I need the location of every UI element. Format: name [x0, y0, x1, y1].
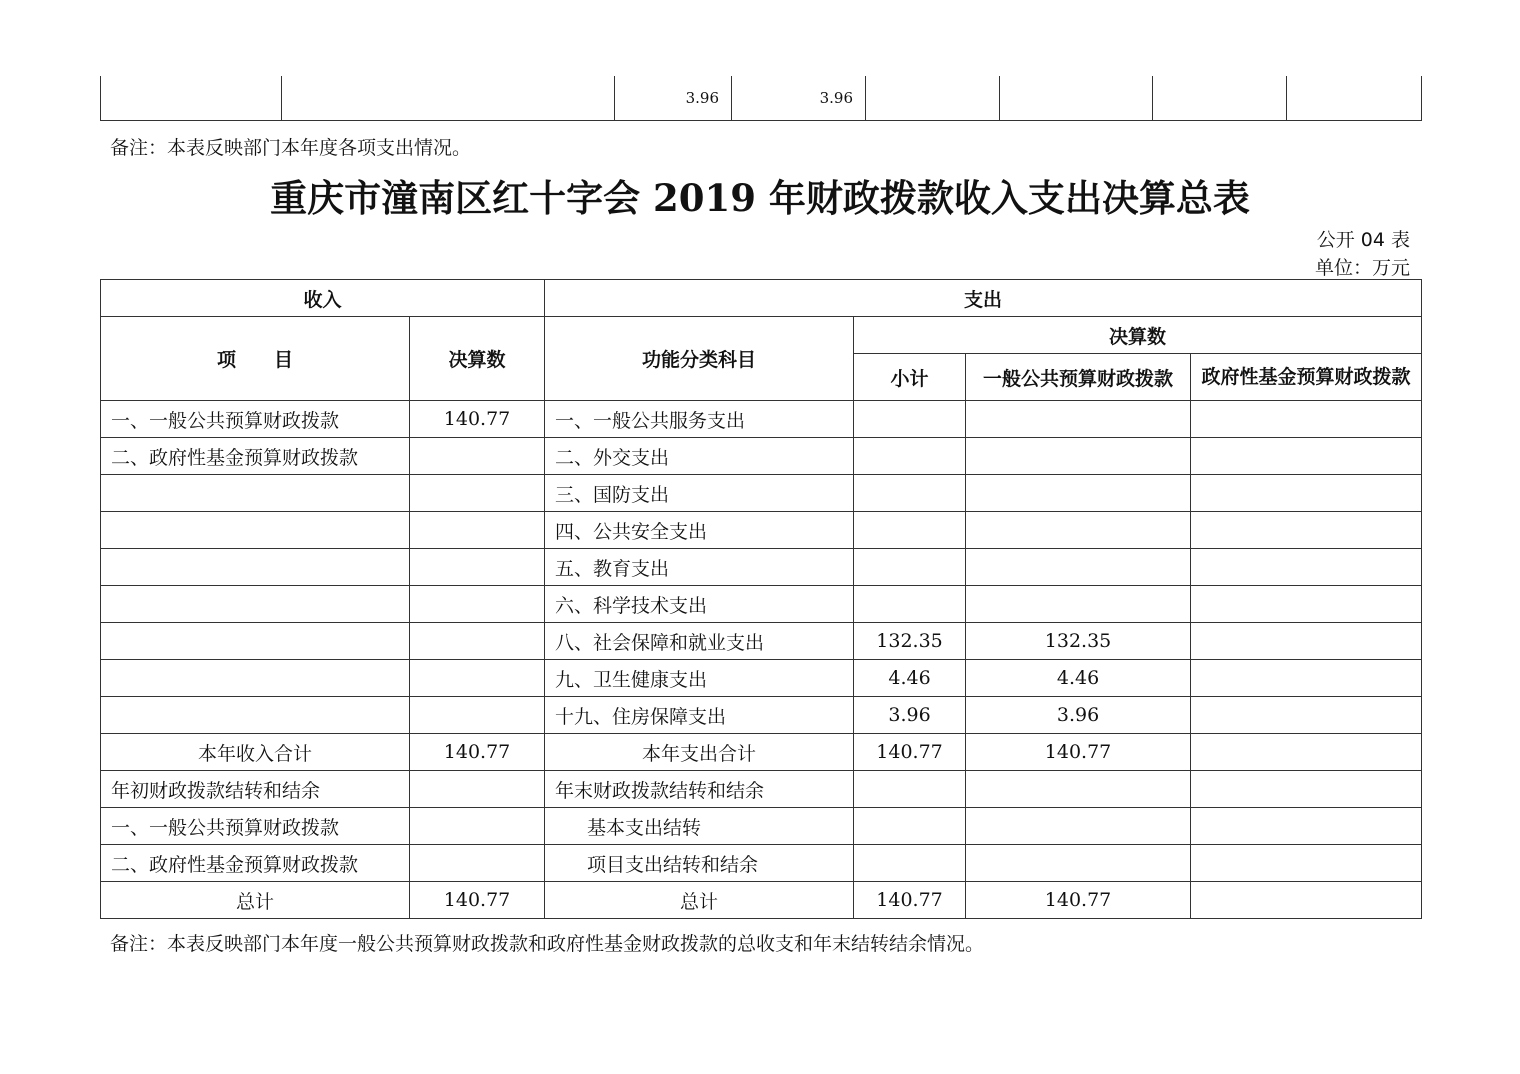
table-cell [1191, 549, 1422, 586]
header-row [101, 317, 1422, 354]
table-cell: 总计 [101, 882, 410, 919]
function-category-header: 功能分类科目 [545, 317, 854, 401]
table-cell: 一、一般公共服务支出 [545, 401, 854, 438]
expense-header: 支出 [545, 280, 1422, 317]
previous-table-note: 备注：本表反映部门本年度各项支出情况。 [110, 137, 472, 159]
table-cell [101, 586, 410, 623]
table-cell [410, 660, 545, 697]
table-cell [854, 808, 966, 845]
table-cell [854, 512, 966, 549]
table-cell [854, 401, 966, 438]
table-cell [282, 76, 615, 121]
table-cell [101, 549, 410, 586]
table-cell [410, 623, 545, 660]
previous-table-fragment [100, 76, 1422, 121]
table-cell [966, 401, 1191, 438]
table-cell [854, 586, 966, 623]
table-cell [1191, 734, 1422, 771]
table-cell [1191, 512, 1422, 549]
table-row [101, 512, 1422, 549]
table-cell: 基本支出结转 [545, 808, 854, 845]
table-cell [1191, 845, 1422, 882]
table-cell: 140.77 [410, 882, 545, 919]
table-cell [854, 438, 966, 475]
table-cell [1000, 76, 1153, 121]
table-cell: 140.77 [410, 401, 545, 438]
table-cell [866, 76, 1000, 121]
table-cell [854, 549, 966, 586]
table-cell [1191, 808, 1422, 845]
table-cell [101, 512, 410, 549]
table-cell: 二、政府性基金预算财政拨款 [101, 845, 410, 882]
table-cell: 年初财政拨款结转和结余 [101, 771, 410, 808]
table-cell [966, 549, 1191, 586]
page-title: 重庆市潼南区红十字会 2019 年财政拨款收入支出决算总表 [270, 176, 1250, 220]
gov-fund-header: 政府性基金预算财政拨款 [1191, 354, 1422, 401]
table-cell [101, 475, 410, 512]
table-cell [410, 438, 545, 475]
table-cell [410, 697, 545, 734]
table-cell: 本年收入合计 [101, 734, 410, 771]
amount-header: 决算数 [410, 317, 545, 401]
table-cell [854, 475, 966, 512]
table-cell [410, 586, 545, 623]
fiscal-summary-table [100, 279, 1422, 919]
table-cell [966, 586, 1191, 623]
table-cell: 3.96 [854, 697, 966, 734]
table-cell: 二、政府性基金预算财政拨款 [101, 438, 410, 475]
table-cell: 九、卫生健康支出 [545, 660, 854, 697]
table-cell [410, 808, 545, 845]
table-cell: 三、国防支出 [545, 475, 854, 512]
table-number: 公开 04 表 [1316, 229, 1410, 251]
table-cell [410, 475, 545, 512]
table-cell [1191, 623, 1422, 660]
table-cell [410, 845, 545, 882]
table-row [101, 475, 1422, 512]
table-cell [1191, 438, 1422, 475]
table-cell: 一、一般公共预算财政拨款 [101, 808, 410, 845]
table-row [101, 549, 1422, 586]
table-cell [101, 697, 410, 734]
table-cell: 二、外交支出 [545, 438, 854, 475]
table-cell: 132.35 [966, 623, 1191, 660]
table-cell: 140.77 [966, 734, 1191, 771]
table-row [101, 882, 1422, 919]
table-cell [1191, 697, 1422, 734]
table-cell [1191, 475, 1422, 512]
table-cell: 140.77 [966, 882, 1191, 919]
table-cell: 4.46 [966, 660, 1191, 697]
main-table-note: 备注：本表反映部门本年度一般公共预算财政拨款和政府性基金财政拨款的总收支和年末结转结余情况。 [110, 933, 985, 955]
table-row [101, 438, 1422, 475]
table-cell: 八、社会保障和就业支出 [545, 623, 854, 660]
table-cell: 年末财政拨款结转和结余 [545, 771, 854, 808]
table-cell: 140.77 [854, 882, 966, 919]
table-cell [101, 660, 410, 697]
table-cell: 十九、住房保障支出 [545, 697, 854, 734]
table-cell: 3.96 [732, 76, 866, 121]
item-header: 项 目 [101, 317, 410, 401]
table-cell [1191, 771, 1422, 808]
table-row [101, 771, 1422, 808]
table-row [101, 76, 1422, 121]
subtotal-header: 小计 [854, 354, 966, 401]
final-amount-header: 决算数 [854, 317, 1422, 354]
table-row [101, 660, 1422, 697]
table-cell [101, 623, 410, 660]
table-cell [410, 549, 545, 586]
table-cell [966, 438, 1191, 475]
table-cell [966, 512, 1191, 549]
table-row [101, 401, 1422, 438]
table-cell: 五、教育支出 [545, 549, 854, 586]
table-row [101, 845, 1422, 882]
table-row [101, 808, 1422, 845]
table-cell [966, 808, 1191, 845]
table-cell [1191, 401, 1422, 438]
table-row [101, 734, 1422, 771]
table-cell: 本年支出合计 [545, 734, 854, 771]
table-cell: 总计 [545, 882, 854, 919]
table-cell: 132.35 [854, 623, 966, 660]
income-header: 收入 [101, 280, 545, 317]
table-row [101, 623, 1422, 660]
table-cell: 4.46 [854, 660, 966, 697]
table-cell [1191, 660, 1422, 697]
table-cell [101, 76, 282, 121]
table-cell: 一、一般公共预算财政拨款 [101, 401, 410, 438]
header-row [101, 280, 1422, 317]
table-cell [410, 771, 545, 808]
table-cell: 140.77 [854, 734, 966, 771]
table-cell [1153, 76, 1287, 121]
table-cell [966, 845, 1191, 882]
table-cell [1191, 586, 1422, 623]
table-cell [854, 845, 966, 882]
table-cell [410, 512, 545, 549]
table-cell [966, 475, 1191, 512]
general-budget-header: 一般公共预算财政拨款 [966, 354, 1191, 401]
table-cell: 六、科学技术支出 [545, 586, 854, 623]
table-cell: 项目支出结转和结余 [545, 845, 854, 882]
unit-label: 单位：万元 [1314, 257, 1410, 279]
table-cell [854, 771, 966, 808]
table-cell: 3.96 [966, 697, 1191, 734]
table-row [101, 586, 1422, 623]
table-cell: 四、公共安全支出 [545, 512, 854, 549]
table-cell: 3.96 [615, 76, 732, 121]
table-cell [1191, 882, 1422, 919]
table-row [101, 697, 1422, 734]
table-cell [966, 771, 1191, 808]
table-cell: 140.77 [410, 734, 545, 771]
table-cell [1287, 76, 1422, 121]
